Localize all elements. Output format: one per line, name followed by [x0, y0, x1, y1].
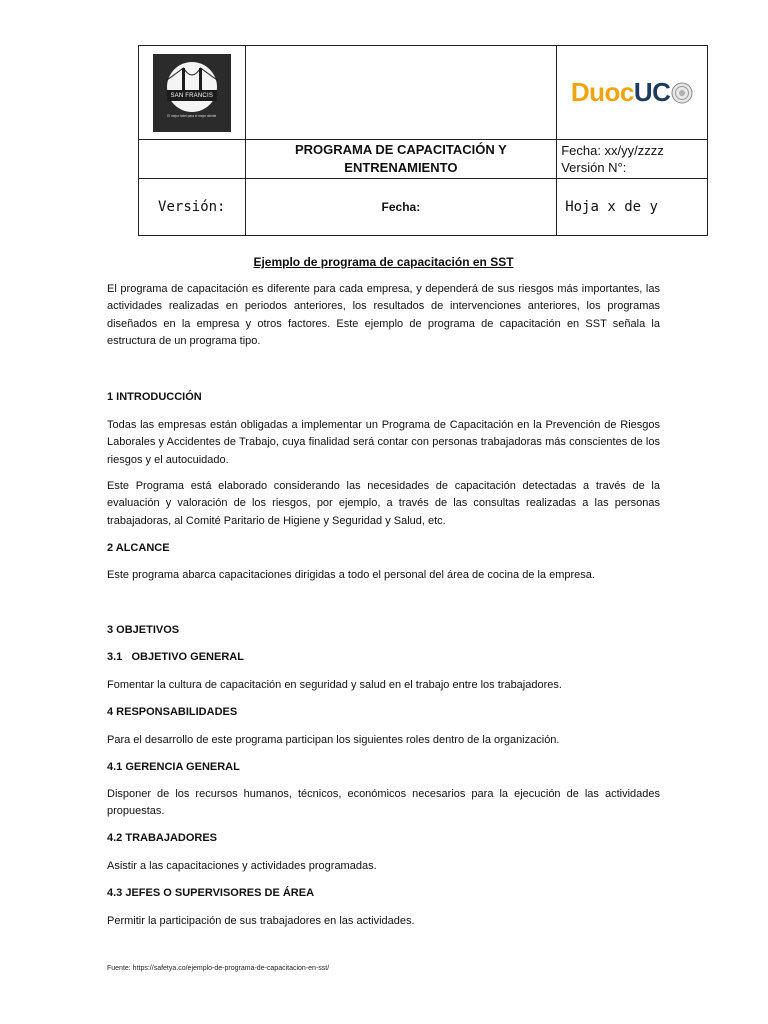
header-table	[138, 45, 708, 236]
header-meta-cell	[557, 140, 708, 178]
section-2-heading: 2 ALCANCE	[107, 542, 170, 554]
section-2-paragraph: Este programa abarca capacitaciones dirigidas a todo el personal del área de cocina de la empresa.	[107, 569, 595, 581]
fecha-line: Fecha: xx/yy/zzzz	[561, 143, 664, 159]
section-4-1-paragraph: Disponer de los recursos humanos, técnicos, económicos necesarios para la ejecución de las actividades propuestas.	[107, 788, 660, 818]
section-4-1-heading: 4.1 GERENCIA GENERAL	[107, 761, 240, 773]
intro-paragraph: El programa de capacitación es diferente para cada empresa, y dependerá de sus riesgos más importantes, las actividades realizadas en periodos anteriores, los resultados de intervenciones anteriores, los programas diseñados en la empresa y otros factores. Este ejemplo de programa de capacitación en SST señala la estructura de un programa tipo.	[107, 283, 660, 348]
section-1-heading: 1 INTRODUCCIÓN	[107, 391, 202, 403]
section-1-paragraph-2: Este Programa está elaborado considerando las necesidades de capacitación detectadas a través de la evaluación y valoración de los riesgos, por ejemplo, a través de las consultas realizadas a las personas trabajadoras, al Comité Paritario de Higiene y Seguridad y Salud, etc.	[107, 480, 660, 527]
san-francis-logo	[153, 54, 231, 132]
right-logo-cell	[557, 46, 708, 140]
hoja-label: Hoja x de y	[557, 178, 708, 235]
section-4-2-heading: 4.2 TRABAJADORES	[107, 832, 218, 844]
san-francis-logo-text: SAN FRANCIS	[167, 92, 217, 101]
program-title: PROGRAMA DE CAPACITACIÓN Y ENTRENAMIENTO	[245, 140, 557, 178]
version-line: Versión N°:	[561, 160, 627, 176]
section-4-2-paragraph: Asistir a las capacitaciones y actividades programadas.	[107, 860, 377, 872]
section-4-paragraph: Para el desarrollo de este programa participan los siguientes roles dentro de la organización.	[107, 734, 560, 746]
section-4-3-heading: 4.3 JEFES O SUPERVISORES DE ÁREA	[107, 887, 315, 899]
fecha-label: Fecha:	[245, 178, 557, 235]
header-empty-cell	[245, 46, 557, 140]
duoc-logo-part1: Duoc	[570, 77, 634, 108]
section-3-1-heading: 3.1 OBJETIVO GENERAL	[107, 651, 244, 663]
san-francis-tagline: El mejor hotel para el mejor cliente	[167, 113, 217, 118]
uc-seal-icon	[671, 82, 693, 104]
left-logo-cell	[139, 46, 246, 140]
section-1-paragraph-1: Todas las empresas están obligadas a implementar un Programa de Capacitación en la Prevención de Riesgos Laborales y Accidentes de Trabajo, cuya finalidad será contar con personas trabajadoras más conscientes de los riesgos y el autocuidado.	[107, 419, 660, 466]
document-title: Ejemplo de programa de capacitación en SST	[253, 255, 514, 269]
section-4-3-paragraph: Permitir la participación de sus trabajadores en las actividades.	[107, 915, 415, 927]
section-4-heading: 4 RESPONSABILIDADES	[107, 706, 238, 718]
header-blank-cell	[139, 140, 246, 178]
version-label: Versión:	[139, 178, 246, 235]
duoc-logo-part2: UC	[633, 77, 671, 108]
source-footnote: Fuente: https://safetya.co/ejemplo-de-programa-de-capacitacion-en-sst/	[107, 965, 330, 972]
section-3-1-paragraph: Fomentar la cultura de capacitación en seguridad y salud en el trabajo entre los trabajadores.	[107, 679, 562, 691]
section-3-heading: 3 OBJETIVOS	[107, 624, 180, 636]
duoc-uc-logo	[557, 77, 707, 108]
